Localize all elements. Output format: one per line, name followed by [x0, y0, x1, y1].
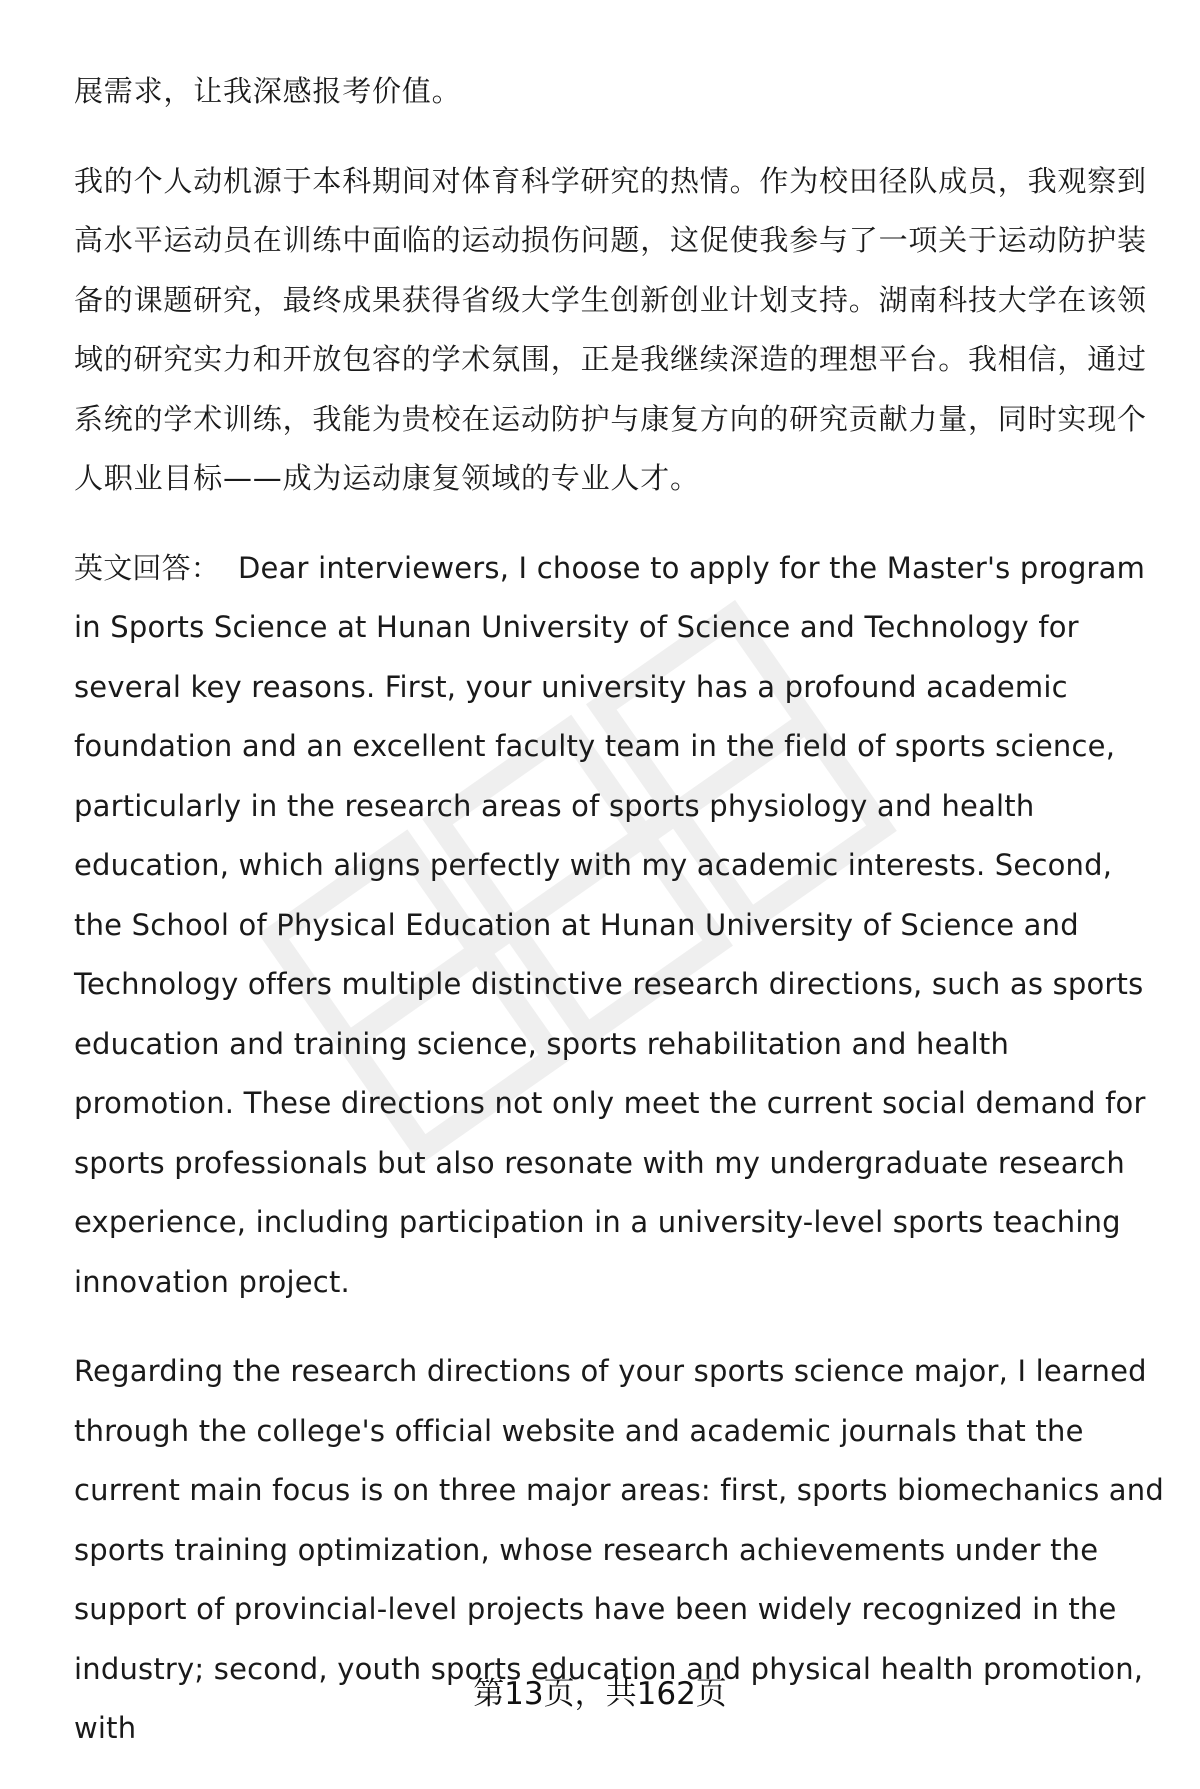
- paragraph-english-answer: [74, 539, 1164, 1313]
- paragraph-continuation: 展需求，让我深感报考价值。: [74, 74, 462, 108]
- paragraph-personal-motivation: 我的个人动机源于本科期间对体育科学研究的热情。作为校田径队成员，我观察到高水平运动员在训练中面临的运动损伤问题，这促使我参与了一项关于运动防护装备的课题研究，最终成果获得省级大学生创新创业计划支持。湖南科技大学在该领域的研究实力和开放包容的学术氛围，正是我继续深造的理想平台。我相信，通过系统的学术训练，我能为贵校在运动防护与康复方向的研究贡献力量，同时实现个人职业目标——成为运动康复领域的专业人才。: [74, 163, 1147, 495]
- english-answer-text: Dear interviewers, I choose to apply for the Master's program in Sports Science at Hunan University of Science and Technology for several key reasons. First, your university has a profound academic foundation and an excellent faculty team in the field of sports science, particularly in the research areas of sports physiology and health education, which aligns perfectly with my academic interests. Second, the School of Physical Education at Hunan University of Science and Technology offers multiple distinctive research directions, such as sports education and training science, sports rehabilitation and health promotion. These directions not only meet the current social demand for sports professionals but also resonate with my undergraduate research experience, including participation in a university-level sports teaching innovation project.: [74, 550, 1146, 1299]
- english-answer-label: 英文回答：: [74, 550, 221, 585]
- document-body: [74, 62, 1164, 1789]
- paragraph-research-directions: Regarding the research directions of your sports science major, I learned through the college's official website and academic journals that the current main focus is on three major areas: first, sports biomechanics and sports training optimization, whose research achievements under the support of provincial-level projects have been widely recognized in the industry; second, youth sports education and physical health promotion, with: [74, 1354, 1164, 1745]
- page-number-footer: 第13页，共162页: [473, 1676, 727, 1712]
